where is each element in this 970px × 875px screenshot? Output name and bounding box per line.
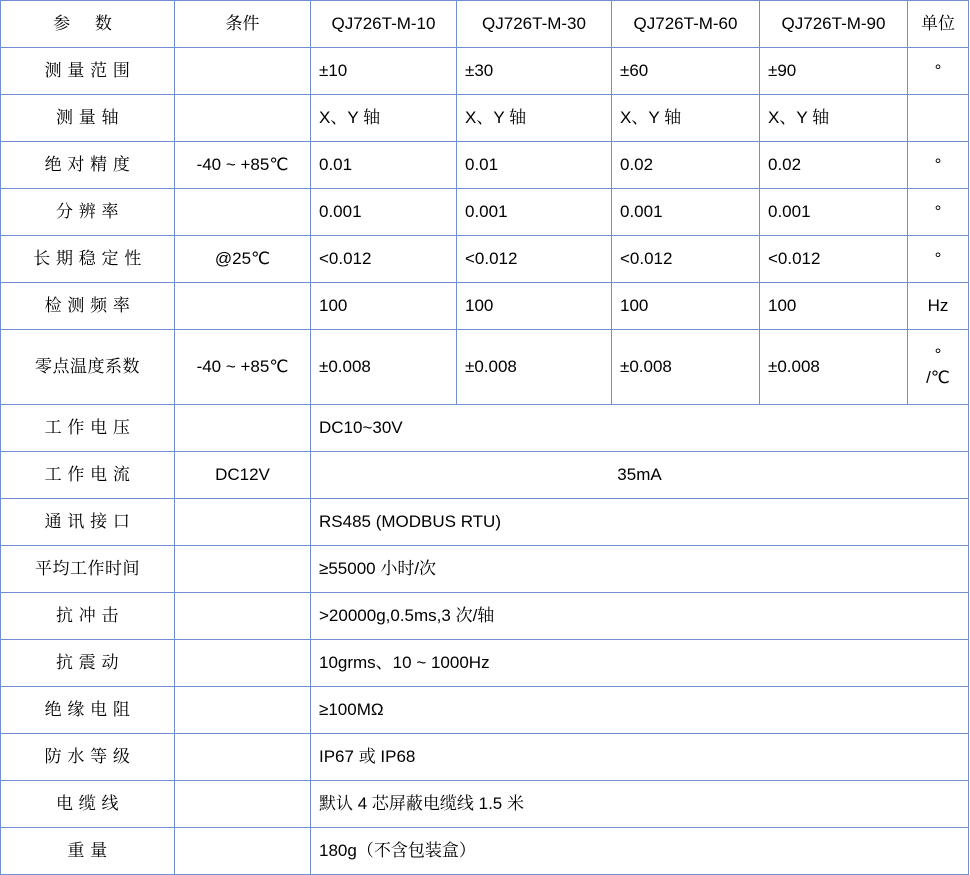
column-header-model-60: QJ726T-M-60 [612,1,760,48]
cell-value: RS485 (MODBUS RTU) [311,499,969,546]
row-condition [175,499,311,546]
cell-unit [908,95,969,142]
column-header-model-90: QJ726T-M-90 [760,1,908,48]
cell-value: 35mA [311,452,969,499]
column-header-model-10: QJ726T-M-10 [311,1,457,48]
cell-value: 100 [612,283,760,330]
row-condition [175,828,311,875]
row-label-absolute-accuracy: 绝 对 精 度 [1,142,175,189]
row-condition: @25℃ [175,236,311,283]
cell-value: ±10 [311,48,457,95]
cell-value: ±0.008 [760,330,908,405]
cell-value: 默认 4 芯屏蔽电缆线 1.5 米 [311,781,969,828]
cell-value: DC10~30V [311,405,969,452]
cell-unit: ° [908,236,969,283]
table-row [1,236,969,283]
row-label-vibration-resistance: 抗 震 动 [1,640,175,687]
row-condition [175,593,311,640]
row-condition [175,640,311,687]
table-row [1,546,969,593]
table-row [1,330,969,405]
cell-unit: Hz [908,283,969,330]
row-label-working-voltage: 工 作 电 压 [1,405,175,452]
table-row [1,781,969,828]
cell-value: 0.001 [311,189,457,236]
cell-value: ±90 [760,48,908,95]
cell-value: ±30 [457,48,612,95]
cell-value: 100 [311,283,457,330]
cell-value: 0.02 [612,142,760,189]
cell-value: >20000g,0.5ms,3 次/轴 [311,593,969,640]
row-condition: -40 ~ +85℃ [175,142,311,189]
cell-value: ±0.008 [311,330,457,405]
unit-degree: ° [934,345,942,365]
table-row [1,640,969,687]
table-row [1,734,969,781]
row-condition [175,687,311,734]
row-condition [175,734,311,781]
cell-value: 0.001 [612,189,760,236]
table-row [1,405,969,452]
table-row [1,95,969,142]
cell-value: 10grms、10 ~ 1000Hz [311,640,969,687]
table-row [1,687,969,734]
cell-value: 0.01 [311,142,457,189]
cell-value: ≥55000 小时/次 [311,546,969,593]
cell-value: 0.001 [457,189,612,236]
row-condition [175,95,311,142]
table-row [1,189,969,236]
cell-value: <0.012 [760,236,908,283]
cell-value: 0.01 [457,142,612,189]
cell-value: 180g（不含包装盒） [311,828,969,875]
row-condition: -40 ~ +85℃ [175,330,311,405]
row-label-waterproof-rating: 防 水 等 级 [1,734,175,781]
cell-unit: ° [908,48,969,95]
cell-unit: ° [908,142,969,189]
column-header-model-30: QJ726T-M-30 [457,1,612,48]
row-condition: DC12V [175,452,311,499]
row-label-resolution: 分 辨 率 [1,189,175,236]
column-header-parameter: 参 数 [1,1,175,48]
cell-value: X、Y 轴 [612,95,760,142]
table-row [1,452,969,499]
row-label-zero-temperature-coefficient: 零点温度系数 [1,330,175,405]
cell-value: <0.012 [457,236,612,283]
row-label-long-term-stability: 长 期 稳 定 性 [1,236,175,283]
table-row [1,48,969,95]
cell-value: 100 [760,283,908,330]
unit-per-celsius: /℃ [926,368,950,387]
cell-value: IP67 或 IP68 [311,734,969,781]
table-header-row [1,1,969,48]
cell-value: <0.012 [311,236,457,283]
table-row [1,283,969,330]
cell-value: ±60 [612,48,760,95]
cell-value: 100 [457,283,612,330]
cell-value: ±0.008 [612,330,760,405]
row-label-insulation-resistance: 绝 缘 电 阻 [1,687,175,734]
row-label-measuring-range: 测 量 范 围 [1,48,175,95]
table-row [1,142,969,189]
column-header-condition: 条件 [175,1,311,48]
row-label-detection-frequency: 检 测 频 率 [1,283,175,330]
row-condition [175,781,311,828]
row-condition [175,405,311,452]
row-label-working-current: 工 作 电 流 [1,452,175,499]
cell-unit: ° [908,189,969,236]
row-label-communication-interface: 通 讯 接 口 [1,499,175,546]
row-condition [175,48,311,95]
row-label-shock-resistance: 抗 冲 击 [1,593,175,640]
row-condition [175,283,311,330]
cell-value: X、Y 轴 [311,95,457,142]
row-label-weight: 重 量 [1,828,175,875]
cell-value: 0.02 [760,142,908,189]
row-label-cable: 电 缆 线 [1,781,175,828]
table-row [1,828,969,875]
row-label-mean-working-time: 平均工作时间 [1,546,175,593]
row-label-measuring-axis: 测 量 轴 [1,95,175,142]
cell-value: ±0.008 [457,330,612,405]
cell-value: X、Y 轴 [760,95,908,142]
cell-unit [908,330,969,405]
cell-value: ≥100MΩ [311,687,969,734]
cell-value: 0.001 [760,189,908,236]
row-condition [175,546,311,593]
table-row [1,499,969,546]
cell-value: <0.012 [612,236,760,283]
cell-value: X、Y 轴 [457,95,612,142]
table-row [1,593,969,640]
row-condition [175,189,311,236]
column-header-unit: 单位 [908,1,969,48]
